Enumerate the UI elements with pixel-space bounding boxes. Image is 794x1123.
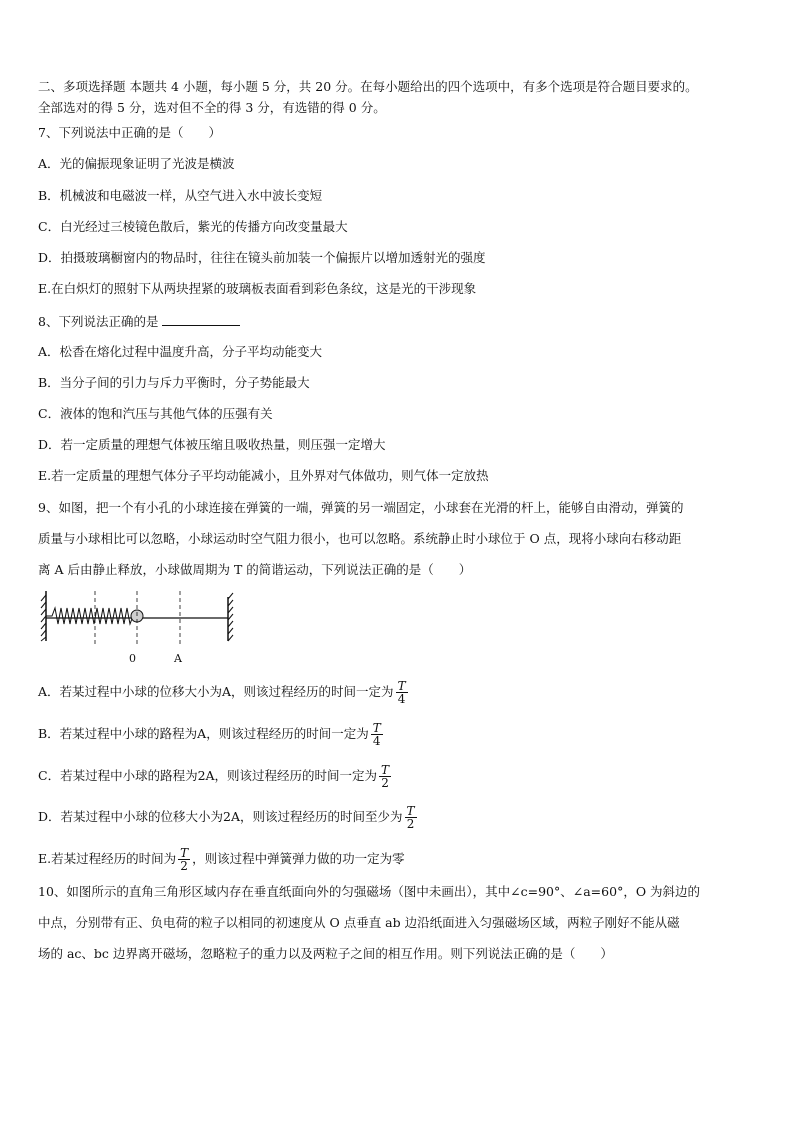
section-header-line-1: 二、多项选择题 本题共 4 小题，每小题 5 分，共 20 分。在每小题给出的四个选项中，有多个选项是符合题目要求的。 [38,79,698,94]
q9-option-b [38,722,768,747]
q10-stem-line-1: 10、如图所示的直角三角形区域内存在垂直纸面向外的匀强磁场（图中未画出），其中∠c=90°、∠a=60°，O 为斜边的 [38,884,701,899]
q8-stem: 8、下列说法正确的是 [38,314,159,329]
q9-option-e-pre: E.若某过程经历的时间为 [38,851,177,866]
q7-option-c: C．白光经过三棱镜色散后，紫光的传播方向改变量最大 [38,219,348,234]
q9-option-c-text: C．若某过程中小球的路程为2A，则该过程经历的时间一定为 [38,768,378,783]
fraction-t-over-4: $\frac{T}{4}$ [397,679,406,706]
fraction-t-over-2: $\frac{T}{2}$ [406,804,415,831]
spring-ball-diagram [38,585,248,667]
q9-stem-line-2: 质量与小球相比可以忽略，小球运动时空气阻力很小，也可以忽略。系统静止时小球位于 O 点，现将小球向右移动距 [38,531,682,546]
q9-option-a [38,680,768,705]
q8-stem-line [38,313,768,330]
fraction-t-over-4: $\frac{T}{4}$ [372,721,381,748]
q9-option-d-text: D．若某过程中小球的位移大小为2A，则该过程经历的时间至少为 [38,809,403,824]
q8-option-a: A．松香在熔化过程中温度升高，分子平均动能变大 [38,344,323,359]
section-header-line-2: 全部选对的得 5 分，选对但不全的得 3 分，有选错的得 0 分。 [38,100,386,115]
q7-option-d: D．拍摄玻璃橱窗内的物品时，往往在镜头前加装一个偏振片以增加透射光的强度 [38,250,486,265]
q8-option-c: C．液体的饱和汽压与其他气体的压强有关 [38,406,273,421]
fraction-t-over-2: $\frac{T}{2}$ [381,763,390,790]
q9-option-e [38,847,768,872]
q9-option-a-text: A．若某过程中小球的位移大小为A，则该过程经历的时间一定为 [38,684,394,699]
q9-stem-line-1: 9、如图，把一个有小孔的小球连接在弹簧的一端，弹簧的另一端固定，小球套在光滑的杆上，能够自由滑动，弹簧的 [38,500,684,515]
q10-stem-line-3: 场的 ac、bc 边界离开磁场，忽略粒子的重力以及两粒子之间的相互作用。则下列说法正确的是（ ） [38,946,613,961]
q9-option-b-text: B．若某过程中小球的路程为A，则该过程经历的时间一定为 [38,726,369,741]
q8-option-d: D．若一定质量的理想气体被压缩且吸收热量，则压强一定增大 [38,437,386,452]
label-a: A [174,652,182,665]
q10-stem-line-2: 中点，分别带有正、负电荷的粒子以相同的初速度从 O 点垂直 ab 边沿纸面进入匀强磁场区域，两粒子刚好不能从磁 [38,915,680,930]
fraction-t-over-2: $\frac{T}{2}$ [180,846,189,873]
q7-option-e: E.在白炽灯的照射下从两块捏紧的玻璃板表面看到彩色条纹，这是光的干涉现象 [38,281,477,296]
spring [46,608,136,624]
q9-option-e-post: ，则该过程中弹簧弹力做的功一定为零 [192,851,405,866]
q9-stem-line-3: 离 A 后由静止释放，小球做周期为 T 的简谐运动，下列说法正确的是（ ） [38,562,472,577]
q9-option-d [38,805,768,830]
q9-option-c [38,764,768,789]
q8-option-b: B．当分子间的引力与斥力平衡时，分子势能最大 [38,375,310,390]
q7-option-b: B．机械波和电磁波一样，从空气进入水中波长变短 [38,188,323,203]
answer-blank [162,313,240,326]
q7-option-a: A．光的偏振现象证明了光波是横波 [38,156,235,171]
q8-option-e: E.若一定质量的理想气体分子平均动能减小，且外界对气体做功，则气体一定放热 [38,468,489,483]
q7-stem: 7、下列说法中正确的是（ ） [38,125,221,140]
label-o: 0 [129,652,136,665]
